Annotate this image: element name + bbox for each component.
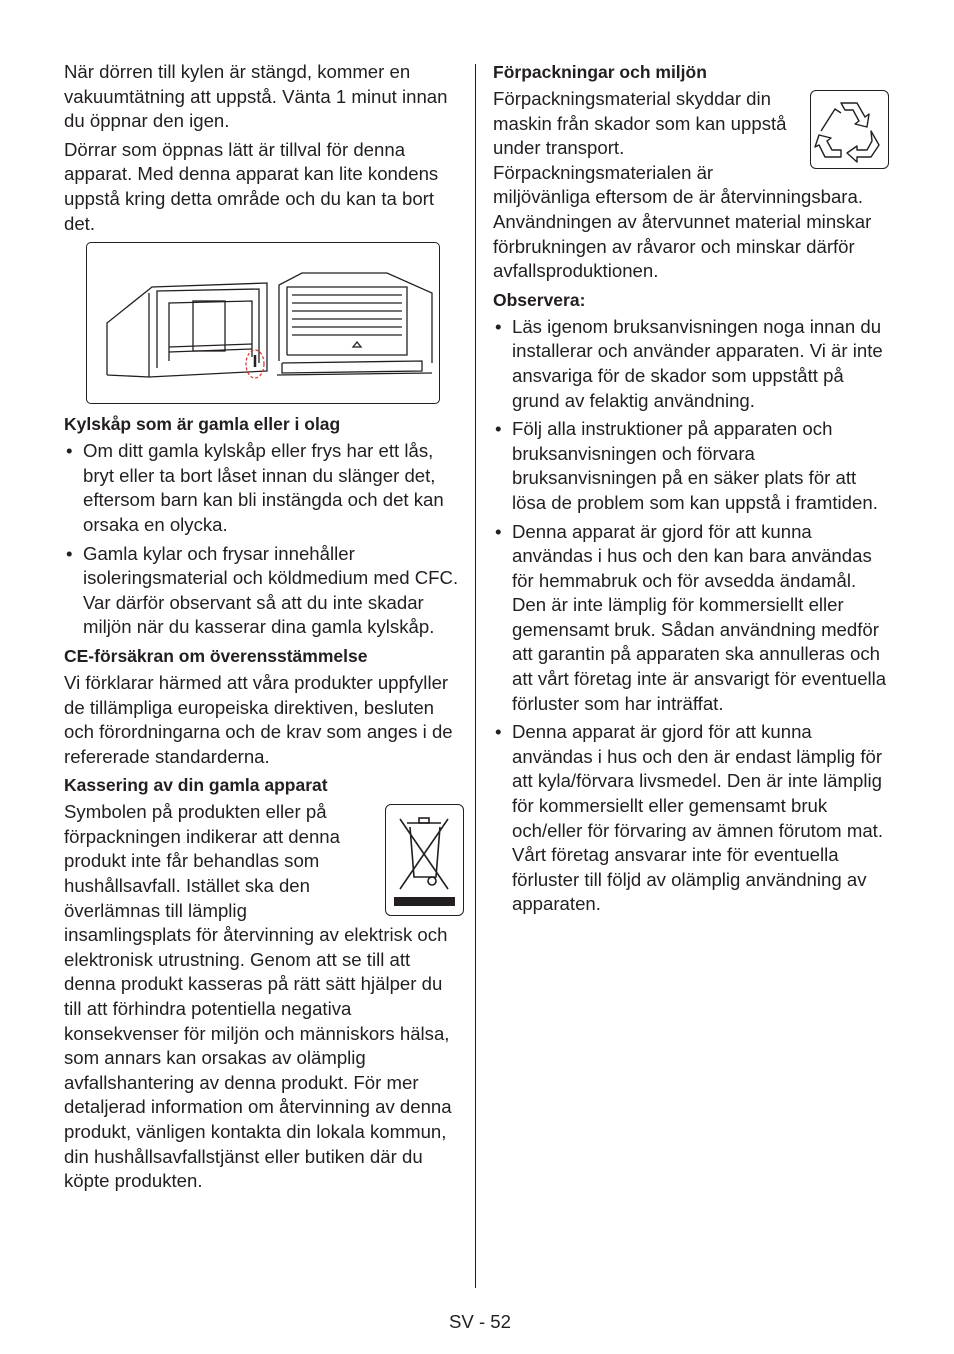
packaging-heading: Förpackningar och miljön	[493, 62, 707, 82]
list-item: • Läs igenom bruksanvisningen noga innan du installerar och använder apparaten. Vi är inte ansvariga för de skador som uppstått på grund av felaktig användning.	[493, 315, 893, 413]
intro-paragraph-2: Dörrar som öppnas lätt är tillval för denna apparat. Med denna apparat kan lite kondens uppstå kring detta område och du kan ta bort det.	[64, 138, 439, 234]
disposal-heading: Kassering av din gamla apparat	[64, 775, 328, 796]
right-column	[493, 60, 893, 921]
list-item: • Denna apparat är gjord för att kunna användas i hus och den kan bara användas för hemmabruk och för avsedda ändamål. Den är inte lämplig för kommersiellt eller gemensamt bruk. Sådan användning medför att garantin på apparaten ska annulleras och att vårt företag inte är ansvarigt för eventuella förluster som har inträffat.	[493, 520, 893, 717]
crossed-out-wheelie-bin-icon	[385, 804, 464, 916]
note-heading: Observera:	[493, 289, 586, 310]
list-item: • Denna apparat är gjord för att kunna användas i hus och den är endast lämplig för att kyla/förvara livsmedel. Den är inte lämplig för kommersiellt eller gemensamt bruk och/eller för förvaring av ämnen förutom mat. Vårt företag ansvarar inte för eventuella förluster till följd av olämplig användning av apparaten.	[493, 720, 893, 917]
fridge-door-illustration	[86, 242, 440, 404]
packaging-paragraph: Förpackningsmaterial skyddar din maskin från skador som kan uppstå under transport. Förpackningsmaterialen är miljövänliga eftersom de är återvinningsbara. Användningen av återvunnet material minskar förbrukningen av råvaror och minskar därför avfallsproduktionen.	[493, 88, 872, 282]
intro-paragraph-1: När dörren till kylen är stängd, kommer en vakuumtätning att uppstå. Vänta 1 minut innan du öppnar den igen.	[64, 61, 448, 132]
page-number: SV - 52	[448, 1311, 511, 1332]
disposal-paragraph: Symbolen på produkten eller på förpackningen indikerar att denna produkt inte får behandlas som hushållsavfall. Istället ska den överlämnas till lämplig insamlingsplats för återvinning av elektrisk och elektronisk utrustning. Genom att se till att denna produkt kasseras på rätt sätt hjälper du till att förhindra potentiella negativa konsekvenser för miljön och människors hälsa, som annars kan orsakas av olämplig avfallshantering av denna produkt. För mer detaljerad information om återvinning av denna produkt, vänligen kontakta din lokala kommun, din hushållsavfallstjänst eller butiken där du köpte produkten.	[64, 801, 452, 1192]
ce-paragraph: Vi förklarar härmed att våra produkter uppfyller de tillämpliga europeiska direktiven, besluten och förordningarna och de krav som anges i de refererade standarderna.	[64, 671, 453, 767]
old-fridge-heading: Kylskåp som är gamla eller i olag	[64, 414, 341, 435]
ce-heading: CE-försäkran om överensstämmelse	[64, 645, 368, 666]
left-column	[64, 60, 464, 1198]
list-item: • Om ditt gamla kylskåp eller frys har ett lås, bryt eller ta bort låset innan du slänger det, eftersom barn kan bli instängda och det kan orsaka en olycka.	[64, 439, 464, 537]
old-fridge-list	[64, 439, 464, 640]
column-divider	[475, 64, 476, 1288]
recycle-icon	[810, 90, 889, 169]
list-item: • Följ alla instruktioner på apparaten och bruksanvisningen och förvara bruksanvisningen på en säker plats för att lösa de problem som kan uppstå i framtiden.	[493, 417, 893, 515]
note-list	[493, 315, 893, 917]
list-item: • Gamla kylar och frysar innehåller isoleringsmaterial och köldmedium med CFC. Var därför observant så att du inte skadar miljön när du kasserar dina gamla kylskåp.	[64, 542, 464, 640]
